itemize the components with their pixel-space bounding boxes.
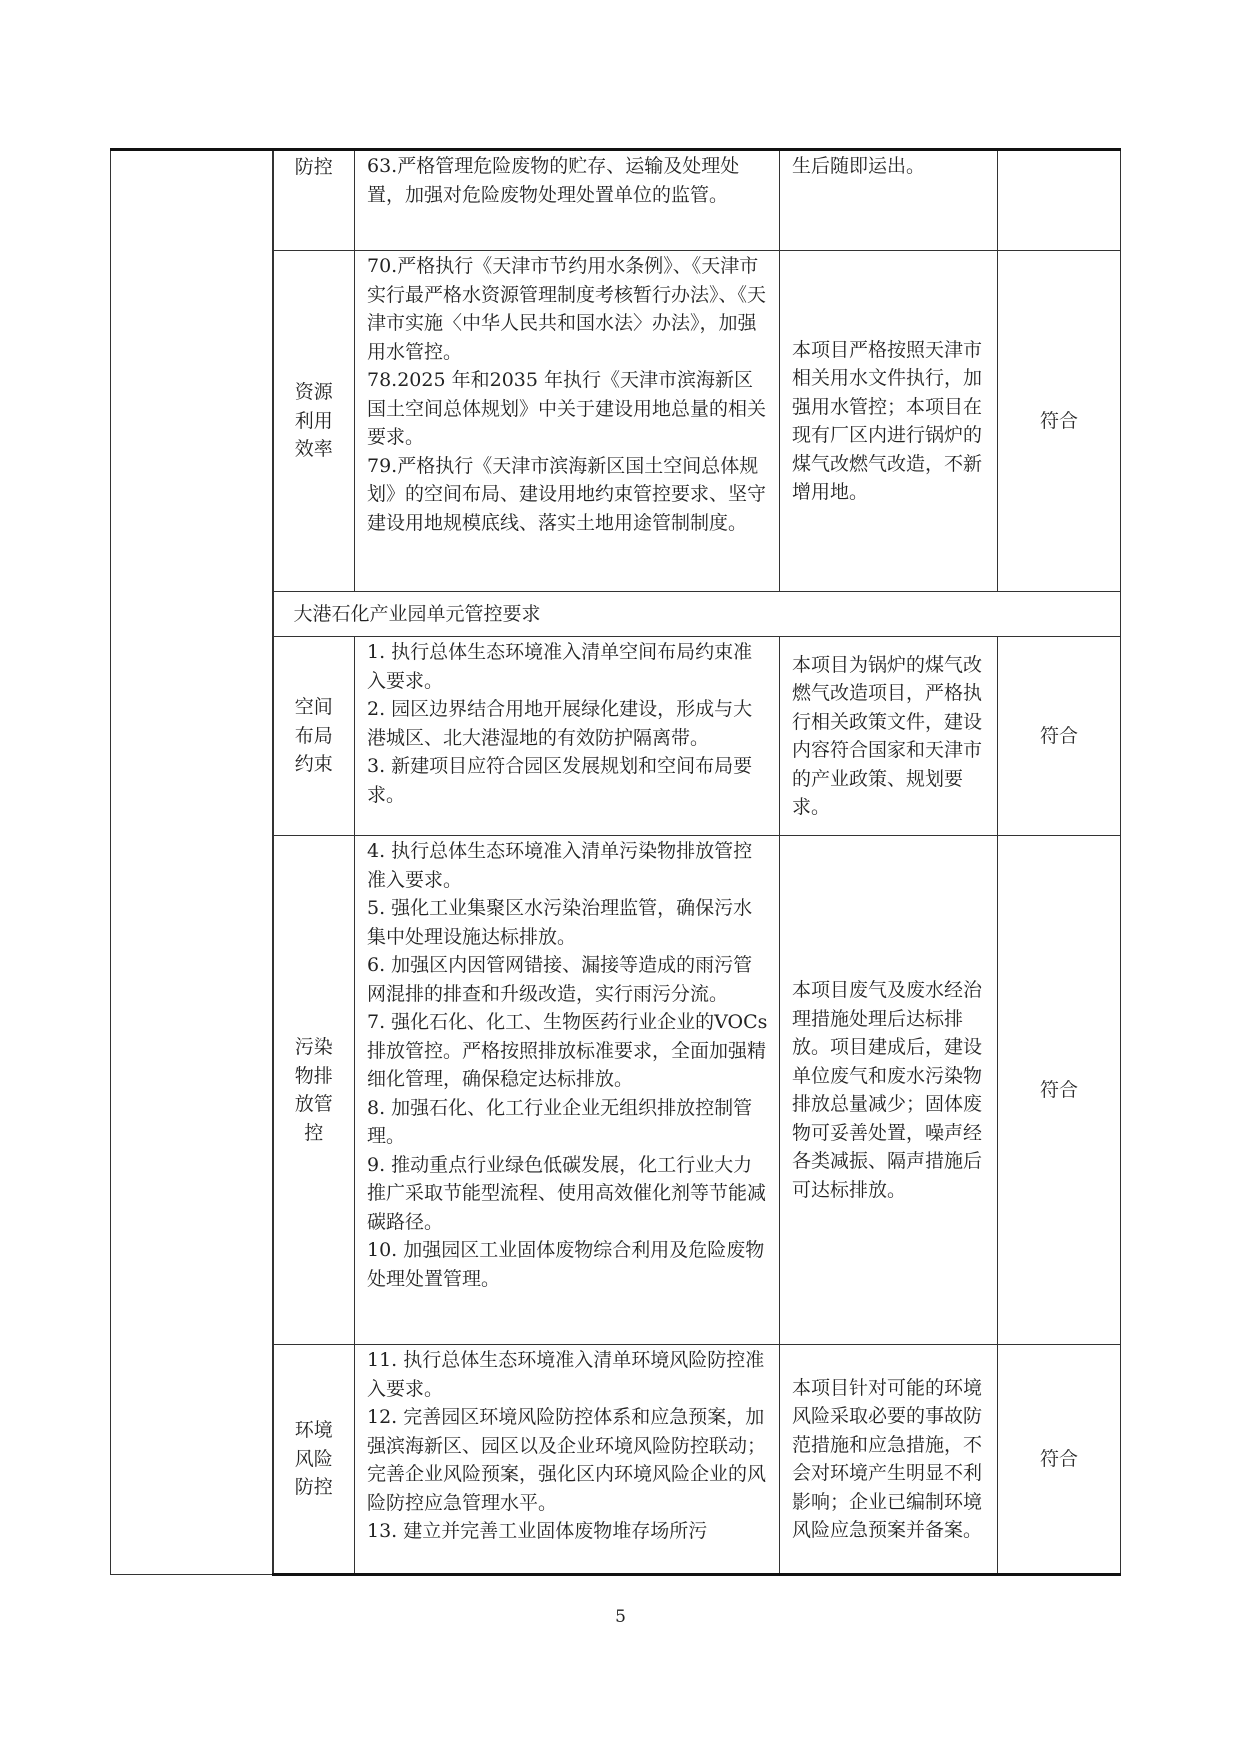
conclusion-cell: 符合	[998, 251, 1121, 592]
requirement-item: 6. 加强区内因管网错接、漏接等造成的雨污管网混排的排查和升级改造，实行雨污分流。	[367, 954, 753, 1005]
project-cell: 本项目废气及废水经治理措施处理后达标排放。项目建成后，建设单位废气和废水污染物排放总量减少；固体废物可妥善处置，噪声经各类减振、隔声措施后可达标排放。	[780, 836, 998, 1345]
conclusion-cell: 符合	[998, 1345, 1121, 1575]
requirements-table	[110, 148, 1121, 1576]
table-row	[111, 150, 1121, 251]
category-cell: 资源 利用 效率	[273, 251, 355, 592]
requirement-item: 5. 强化工业集聚区水污染治理监管，确保污水集中处理设施达标排放。	[367, 897, 753, 948]
requirement-cell	[355, 1345, 780, 1575]
requirement-item: 63.严格管理危险废物的贮存、运输及处理处置，加强对危险废物处理处置单位的监管。	[367, 155, 740, 206]
requirement-item: 3. 新建项目应符合园区发展规划和空间布局要求。	[367, 755, 753, 806]
requirement-item: 10. 加强园区工业固体废物综合利用及危险废物处理处置管理。	[367, 1239, 765, 1290]
requirement-cell	[355, 836, 780, 1345]
section-title: 大港石化产业园单元管控要求	[273, 592, 1121, 637]
category-cell: 环境 风险 防控	[273, 1345, 355, 1575]
requirement-cell	[355, 150, 780, 251]
project-cell: 本项目严格按照天津市相关用水文件执行，加强用水管控；本项目在现有厂区内进行锅炉的煤气改燃气改造，不新增用地。	[780, 251, 998, 592]
requirement-item: 11. 执行总体生态环境准入清单环境风险防控准入要求。	[367, 1349, 765, 1400]
category-cell: 防控	[273, 150, 355, 251]
conclusion-cell	[998, 150, 1121, 251]
page-number: 5	[615, 1607, 626, 1627]
requirement-item: 13. 建立并完善工业固体废物堆存场所污	[367, 1520, 708, 1542]
project-cell: 生后随即运出。	[780, 150, 998, 251]
category-cell: 污染 物排 放管 控	[273, 836, 355, 1345]
project-cell: 本项目针对可能的环境风险采取必要的事故防范措施和应急措施，不会对环境产生明显不利影响；企业已编制环境风险应急预案并备案。	[780, 1345, 998, 1575]
requirement-item: 7. 强化石化、化工、生物医药行业企业的VOCs 排放管控。严格按照排放标准要求，全面加强精细化管理，确保稳定达标排放。	[367, 1011, 768, 1090]
requirement-item: 70.严格执行《天津市节约用水条例》、《天津市实行最严格水资源管理制度考核暂行办法》、《天津市实施〈中华人民共和国水法〉办法》，加强用水管控。	[367, 255, 767, 363]
requirement-cell	[355, 637, 780, 836]
requirement-item: 79.严格执行《天津市滨海新区国土空间总体规划》的空间布局、建设用地约束管控要求、坚守建设用地规模底线、落实土地用途管制制度。	[367, 454, 767, 534]
category-cell: 空间 布局 约束	[273, 637, 355, 836]
requirement-cell	[355, 251, 780, 592]
left-blank-column	[111, 150, 273, 1575]
requirement-item: 9. 推动重点行业绿色低碳发展，化工行业大力推广采取节能型流程、使用高效催化剂等节能减碳路径。	[367, 1153, 767, 1233]
conclusion-cell: 符合	[998, 637, 1121, 836]
requirement-item: 12. 完善园区环境风险防控体系和应急预案，加强滨海新区、园区以及企业环境风险防控联动；完善企业风险预案，强化区内环境风险企业的风险防控应急管理水平。	[367, 1406, 767, 1514]
requirement-item: 1. 执行总体生态环境准入清单空间布局约束准入要求。	[367, 641, 753, 692]
requirement-item: 4. 执行总体生态环境准入清单污染物排放管控准入要求。	[367, 840, 753, 891]
requirement-item: 78.2025 年和2035 年执行《天津市滨海新区国土空间总体规划》中关于建设用地总量的相关要求。	[367, 369, 767, 448]
requirement-item: 8. 加强石化、化工行业企业无组织排放控制管理。	[367, 1096, 753, 1147]
project-cell: 本项目为锅炉的煤气改燃气改造项目，严格执行相关政策文件，建设内容符合国家和天津市的产业政策、规划要求。	[780, 637, 998, 836]
conclusion-cell: 符合	[998, 836, 1121, 1345]
requirement-item: 2. 园区边界结合用地开展绿化建设，形成与大港城区、北大港湿地的有效防护隔离带。	[367, 698, 753, 749]
